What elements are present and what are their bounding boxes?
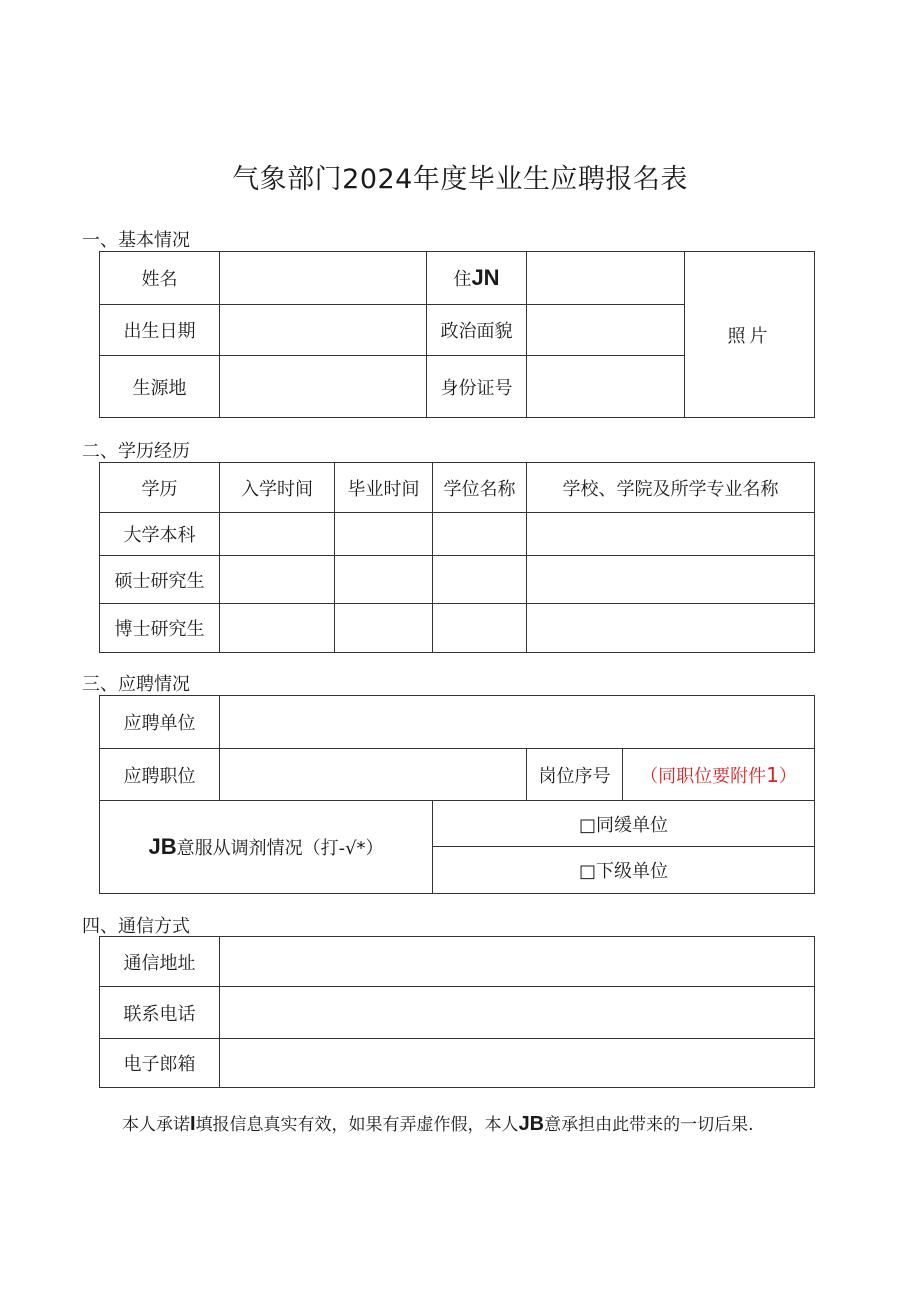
section-education-heading: 二、学历经历	[82, 441, 190, 462]
education-table	[99, 462, 815, 653]
application-table	[99, 695, 815, 894]
cell-input[interactable]	[527, 513, 815, 556]
section-basic-heading: 一、基本情况	[82, 230, 190, 251]
origin-field[interactable]	[220, 356, 427, 418]
row-label-bachelor: 大学本科	[100, 513, 220, 556]
gender-label: 住JN	[427, 252, 527, 305]
address-field[interactable]	[220, 937, 815, 987]
cell-input[interactable]	[433, 556, 527, 604]
applied-position-field[interactable]	[220, 749, 527, 801]
name-label: 姓名	[100, 252, 220, 305]
header-entry-time: 入学时间	[220, 463, 335, 513]
header-degree: 学历	[100, 463, 220, 513]
applied-unit-label: 应聘单位	[100, 696, 220, 749]
cell-input[interactable]	[335, 556, 433, 604]
cell-input[interactable]	[220, 604, 335, 653]
cell-input[interactable]	[527, 604, 815, 653]
pledge-statement: 本人承诺I填报信息真实有效，如果有弄虚作假，本人JB意承担由此带来的一切后果.	[122, 1113, 754, 1135]
option-lower-level-checkbox[interactable]: □下级单位	[433, 847, 815, 894]
cell-input[interactable]	[433, 513, 527, 556]
phone-label: 联系电话	[100, 987, 220, 1039]
header-degree-name: 学位名称	[433, 463, 527, 513]
section-contact-heading: 四、通信方式	[82, 916, 190, 937]
id-number-field[interactable]	[527, 356, 685, 418]
birth-date-field[interactable]	[220, 305, 427, 356]
cell-input[interactable]	[433, 604, 527, 653]
post-number-note[interactable]: （同职位要附件1）	[623, 749, 815, 801]
id-number-label: 身份证号	[427, 356, 527, 418]
form-title: 气象部门2024年度毕业生应聘报名表	[232, 164, 688, 195]
basic-info-table	[99, 251, 815, 418]
section-application-heading: 三、应聘情况	[82, 674, 190, 695]
photo-area[interactable]: 照片	[685, 252, 815, 418]
header-school-major: 学校、学院及所学专业名称	[527, 463, 815, 513]
origin-label: 生源地	[100, 356, 220, 418]
address-label: 通信地址	[100, 937, 220, 987]
gender-field[interactable]	[527, 252, 685, 305]
adjustment-label: JB意服从调剂情况（打-√*）	[100, 801, 433, 894]
email-field[interactable]	[220, 1039, 815, 1088]
header-graduation-time: 毕业时间	[335, 463, 433, 513]
applied-unit-field[interactable]	[220, 696, 815, 749]
email-label: 电子郎箱	[100, 1039, 220, 1088]
post-number-label: 岗位序号	[527, 749, 623, 801]
option-same-level-checkbox[interactable]: □同缓单位	[433, 801, 815, 847]
phone-field[interactable]	[220, 987, 815, 1039]
row-label-master: 硕士研究生	[100, 556, 220, 604]
birth-date-label: 出生日期	[100, 305, 220, 356]
cell-input[interactable]	[220, 513, 335, 556]
cell-input[interactable]	[335, 513, 433, 556]
row-label-doctor: 博士研究生	[100, 604, 220, 653]
political-status-label: 政治面貌	[427, 305, 527, 356]
political-status-field[interactable]	[527, 305, 685, 356]
cell-input[interactable]	[527, 556, 815, 604]
cell-input[interactable]	[335, 604, 433, 653]
cell-input[interactable]	[220, 556, 335, 604]
applied-position-label: 应聘职位	[100, 749, 220, 801]
contact-table	[99, 936, 815, 1088]
name-field[interactable]	[220, 252, 427, 305]
